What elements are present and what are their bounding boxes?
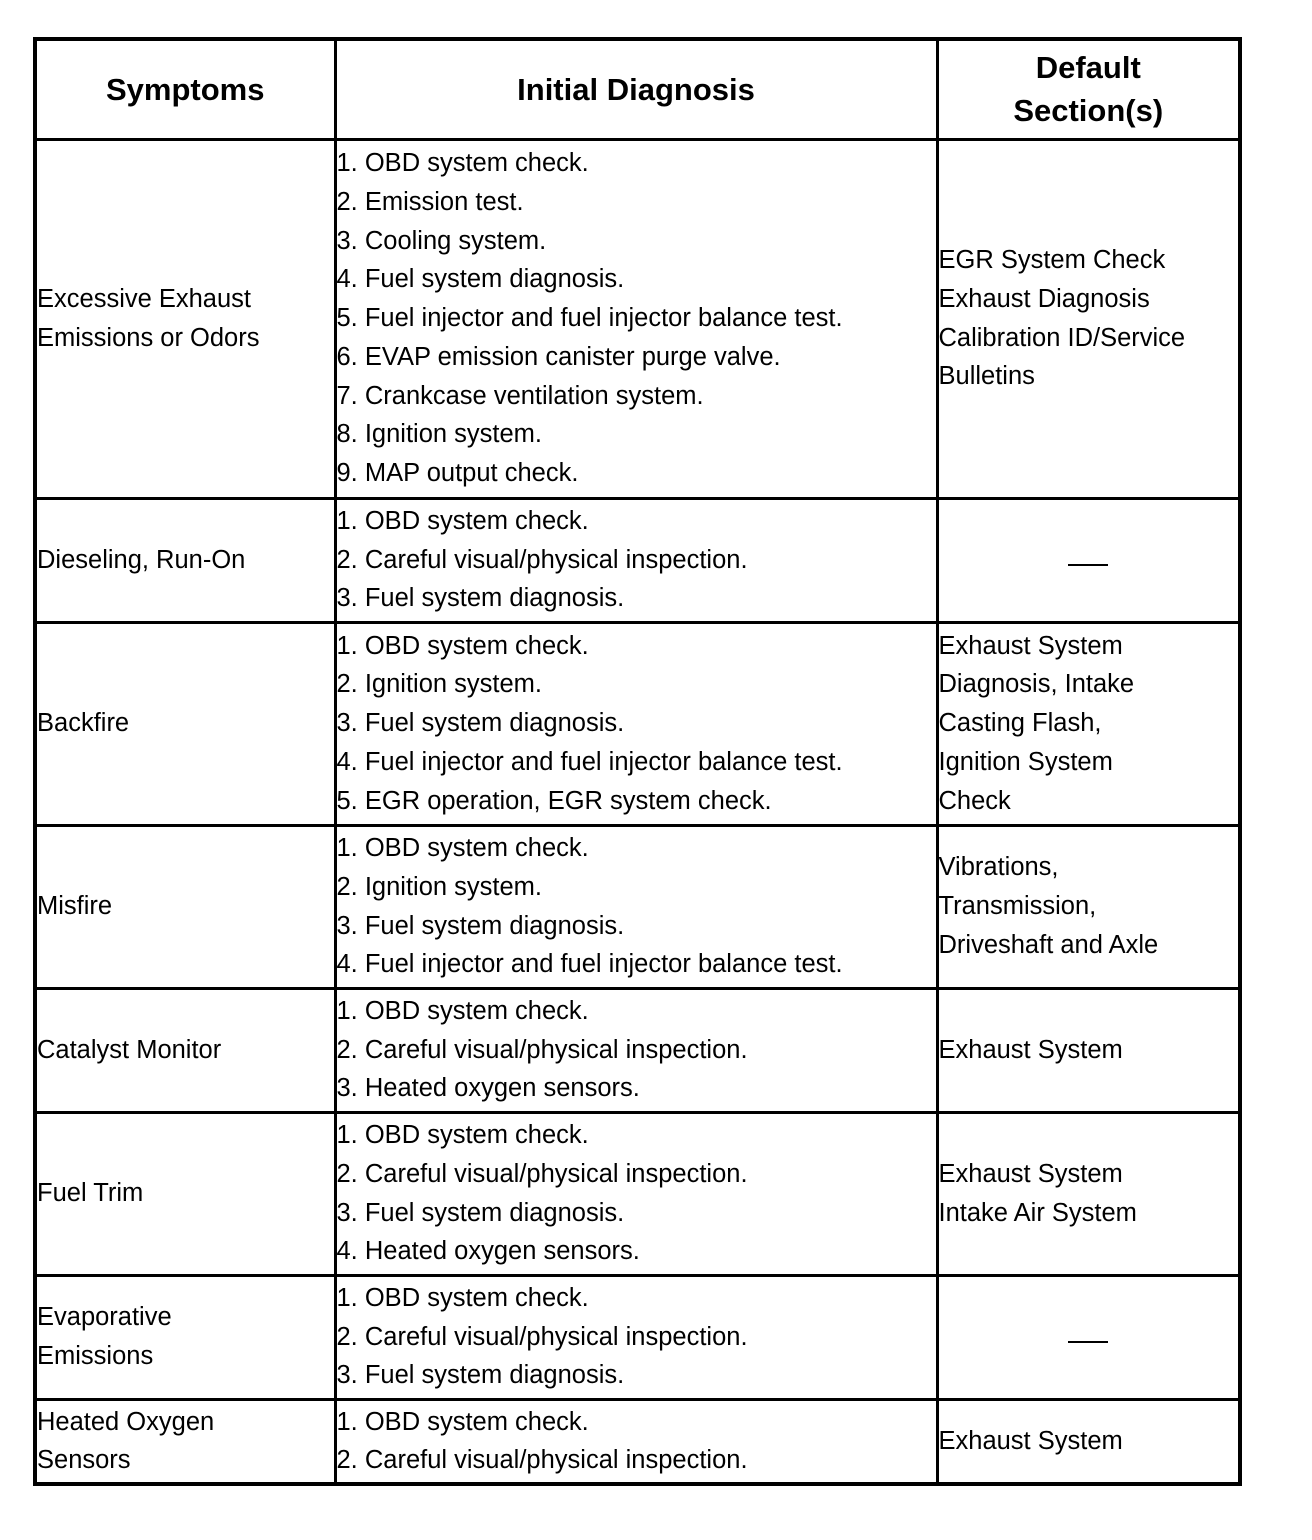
table-row [35, 1275, 1240, 1399]
diagnosis-step: 5. EGR operation, EGR system check. [336, 786, 772, 815]
table-row [35, 498, 1240, 622]
diagnosis-step: 1. OBD system check. [336, 149, 589, 178]
table-row [35, 1399, 1240, 1484]
section-text: Exhaust System [938, 1159, 1123, 1188]
symptom-text: Emissions or Odors [37, 323, 260, 352]
diagnosis-steps [337, 144, 936, 492]
diagnosis-cell [335, 825, 937, 988]
symptom-text: Misfire [37, 892, 113, 921]
section-text: Exhaust System [938, 1426, 1123, 1455]
section-text: Check [938, 786, 1011, 815]
diagnosis-cell [335, 622, 937, 825]
empty-dash [1068, 564, 1108, 566]
header-default-sections [937, 39, 1240, 139]
symptom-text: Sensors [37, 1446, 131, 1475]
symptom-text: Evaporative [37, 1303, 172, 1332]
diagnosis-step: 2. Ignition system. [336, 872, 543, 901]
section-text: Driveshaft and Axle [938, 930, 1159, 959]
symptom-text: Backfire [37, 709, 130, 738]
diagnosis-steps [337, 992, 936, 1108]
header-initial-diagnosis: Initial Diagnosis [335, 39, 937, 139]
sections-cell [937, 139, 1240, 498]
diagnosis-cell [335, 498, 937, 622]
diagnosis-steps [337, 829, 936, 984]
diagnosis-step: 4. Fuel system diagnosis. [336, 265, 625, 294]
header-default-sections-line2: Section(s) [1013, 93, 1164, 129]
diagnosis-step: 2. Emission test. [336, 188, 524, 217]
symptom-text: Dieseling, Run-On [37, 545, 246, 574]
diagnosis-step: 1. OBD system check. [336, 996, 589, 1025]
diagnosis-step: 4. Fuel injector and fuel injector balance test. [336, 950, 843, 979]
diagnosis-step: 2. Careful visual/physical inspection. [336, 1322, 748, 1351]
section-text: Bulletins [938, 362, 1035, 391]
section-text: EGR System Check [938, 246, 1166, 275]
symptom-text: Catalyst Monitor [37, 1035, 222, 1064]
diagnosis-step: 3. Fuel system diagnosis. [336, 1361, 625, 1390]
diagnosis-cell [335, 1112, 937, 1275]
symptom-cell [35, 1112, 335, 1275]
sections-cell [937, 622, 1240, 825]
diagnosis-step: 3. Fuel system diagnosis. [336, 584, 625, 613]
header-default-sections-line1: Default [1035, 50, 1141, 86]
diagnosis-step: 1. OBD system check. [336, 1407, 589, 1436]
diagnosis-step: 9. MAP output check. [336, 458, 579, 487]
diagnosis-step: 2. Careful visual/physical inspection. [336, 1035, 748, 1064]
symptom-cell [35, 622, 335, 825]
diagnosis-step: 4. Fuel injector and fuel injector balance test. [336, 747, 843, 776]
symptom-cell [35, 1399, 335, 1484]
symptom-cell [35, 498, 335, 622]
diagnosis-steps [337, 1116, 936, 1271]
sections-cell [937, 988, 1240, 1112]
diagnosis-step: 2. Careful visual/physical inspection. [336, 545, 748, 574]
symptom-text: Heated Oxygen [37, 1407, 215, 1436]
diagnosis-step: 3. Cooling system. [336, 226, 547, 255]
sections-cell [937, 498, 1240, 622]
symptom-cell [35, 1275, 335, 1399]
symptom-text: Emissions [37, 1342, 154, 1370]
diagnosis-steps [337, 627, 936, 821]
diagnosis-steps [337, 1279, 936, 1395]
diagnosis-cell [335, 1399, 937, 1484]
diagnosis-step: 1. OBD system check. [336, 1121, 589, 1150]
section-text: Intake Air System [938, 1198, 1137, 1227]
diagnosis-step: 4. Heated oxygen sensors. [336, 1237, 640, 1266]
diagnosis-step: 2. Careful visual/physical inspection. [336, 1446, 748, 1475]
diagnosis-step: 3. Heated oxygen sensors. [336, 1074, 640, 1103]
table-header [35, 39, 1240, 139]
diagnosis-steps [337, 1403, 936, 1480]
diagnosis-cell [335, 1275, 937, 1399]
symptom-cell [35, 988, 335, 1112]
table-row [35, 622, 1240, 825]
section-text: Casting Flash, [938, 709, 1102, 738]
section-text: Vibrations, [938, 853, 1059, 882]
diagnosis-step: 3. Fuel system diagnosis. [336, 709, 625, 738]
diagnosis-cell [335, 139, 937, 498]
diagnosis-step: 2. Ignition system. [336, 670, 543, 699]
diagnosis-step: 5. Fuel injector and fuel injector balance test. [336, 304, 843, 333]
diagnosis-table [33, 37, 1242, 1486]
symptom-text: Fuel Trim [37, 1179, 144, 1208]
diagnosis-step: 1. OBD system check. [336, 1283, 589, 1312]
sections-cell [937, 825, 1240, 988]
sections-cell [937, 1112, 1240, 1275]
diagnosis-step: 1. OBD system check. [336, 506, 589, 535]
section-text: Calibration ID/Service [938, 323, 1186, 352]
empty-dash [1068, 1341, 1108, 1343]
diagnosis-step: 3. Fuel system diagnosis. [336, 911, 625, 940]
symptom-cell [35, 139, 335, 498]
diagnosis-cell [335, 988, 937, 1112]
sections-cell [937, 1275, 1240, 1399]
section-text: Exhaust System [938, 631, 1123, 660]
header-symptoms: Symptoms [35, 39, 335, 139]
table-row [35, 1112, 1240, 1275]
diagnosis-step: 6. EVAP emission canister purge valve. [336, 342, 781, 371]
diagnosis-steps [337, 502, 936, 618]
diagnosis-step: 3. Fuel system diagnosis. [336, 1198, 625, 1227]
section-text: Transmission, [938, 892, 1097, 921]
symptom-cell [35, 825, 335, 988]
diagnosis-step: 7. Crankcase ventilation system. [336, 381, 704, 410]
table-row [35, 139, 1240, 498]
table-body [35, 139, 1240, 1484]
table-row [35, 825, 1240, 988]
diagnosis-step: 8. Ignition system. [336, 420, 543, 449]
diagnosis-step: 1. OBD system check. [336, 631, 589, 660]
section-text: Exhaust System [938, 1035, 1123, 1064]
section-text: Exhaust Diagnosis [938, 284, 1150, 313]
section-text: Diagnosis, Intake [938, 670, 1135, 699]
symptom-text: Excessive Exhaust [37, 284, 252, 313]
section-text: Ignition System [938, 747, 1113, 776]
sections-cell [937, 1399, 1240, 1484]
table-row [35, 988, 1240, 1112]
diagnosis-step: 2. Careful visual/physical inspection. [336, 1159, 748, 1188]
diagnosis-step: 1. OBD system check. [336, 834, 589, 863]
